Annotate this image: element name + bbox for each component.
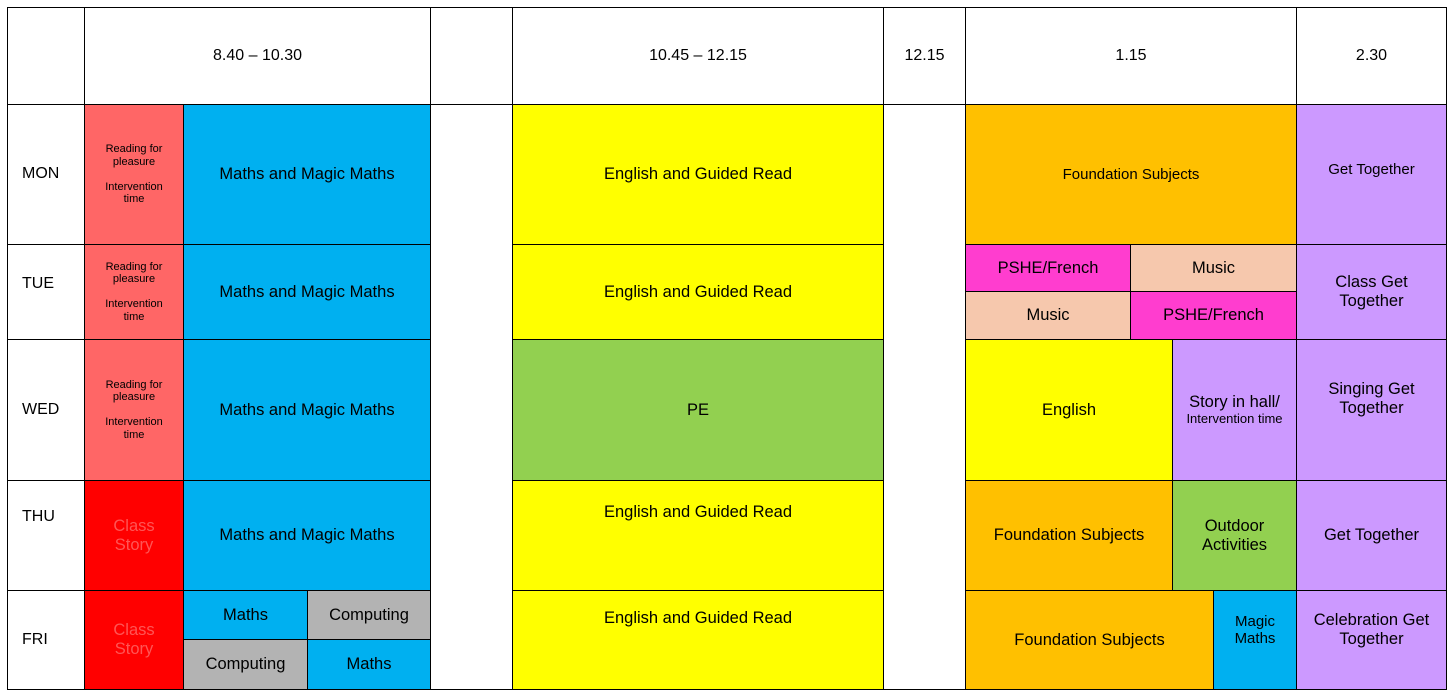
class-get-together-text: Class Get Together [1335,273,1408,310]
singing-get-together-wed [1296,339,1447,481]
reading-intervention-mon [84,104,184,245]
pe-wed: PE [512,339,884,481]
time-header-slot3: 12.15 [883,7,966,105]
singing-get-together-text: Singing Get Together [1328,380,1415,417]
day-label-mon: MON [7,104,85,245]
break-header [430,7,513,105]
reading-intervention-wed [84,339,184,481]
day-label-thu: THU [7,480,85,591]
pshe-french-tue-b: PSHE/French [1130,291,1297,340]
foundation-subjects-fri: Foundation Subjects [965,590,1214,690]
intervention-text: Intervention time [105,298,163,323]
maths-magic-maths-wed: Maths and Magic Maths [183,339,431,481]
computing-fri-a: Computing [307,590,431,640]
story-in-hall-text: Story in hall/ [1189,393,1280,412]
time-header-slot1: 8.40 – 10.30 [84,7,431,105]
class-story-text: Class Story [113,516,155,554]
break-column [430,104,513,690]
class-get-together-tue [1296,244,1447,340]
time-header-slot5: 2.30 [1296,7,1447,105]
class-story-text: Class Story [113,621,155,658]
lunch-column [883,104,966,690]
maths-fri-b: Maths [307,639,431,690]
reading-for-pleasure-text: Reading for pleasure [105,260,163,286]
english-guided-read-tue: English and Guided Read [512,244,884,340]
magic-maths-text: Magic Maths [1234,613,1276,648]
celebration-get-together-text: Celebration Get Together [1313,611,1430,648]
class-story-fri [84,590,184,690]
corner-cell [7,7,85,105]
reading-intervention-tue [84,244,184,340]
reading-for-pleasure-text: Reading for pleasure [105,143,163,168]
music-tue-a: Music [1130,244,1297,292]
day-label-tue: TUE [7,244,85,340]
maths-magic-maths-tue: Maths and Magic Maths [183,244,431,340]
foundation-subjects-thu: Foundation Subjects [965,480,1173,591]
maths-magic-maths-thu: Maths and Magic Maths [183,480,431,591]
pshe-french-tue-a: PSHE/French [965,244,1131,292]
time-header-slot4: 1.15 [965,7,1297,105]
day-label-fri: FRI [7,590,85,690]
outdoor-activities-thu [1172,480,1297,591]
music-tue-b: Music [965,291,1131,340]
class-story-thu [84,480,184,591]
story-in-hall-wed [1172,339,1297,481]
day-label-wed: WED [7,339,85,481]
english-wed: English [965,339,1173,481]
get-together-thu: Get Together [1296,480,1447,591]
english-guided-read-mon: English and Guided Read [512,104,884,245]
get-together-mon: Get Together [1296,104,1447,245]
time-header-slot2: 10.45 – 12.15 [512,7,884,105]
intervention-text: Intervention time [105,416,163,441]
reading-for-pleasure-text: Reading for pleasure [105,378,163,404]
intervention-time-text: Intervention time [1186,411,1283,427]
maths-magic-maths-mon: Maths and Magic Maths [183,104,431,245]
foundation-subjects-mon: Foundation Subjects [965,104,1297,245]
english-guided-read-thu: English and Guided Read [512,480,884,591]
english-guided-read-fri: English and Guided Read [512,590,884,690]
computing-fri-b: Computing [183,639,308,690]
maths-fri: Maths [183,590,308,640]
outdoor-activities-text: Outdoor Activities [1201,516,1268,554]
intervention-text: Intervention time [105,180,163,206]
magic-maths-fri [1213,590,1297,690]
celebration-get-together-fri [1296,590,1447,690]
